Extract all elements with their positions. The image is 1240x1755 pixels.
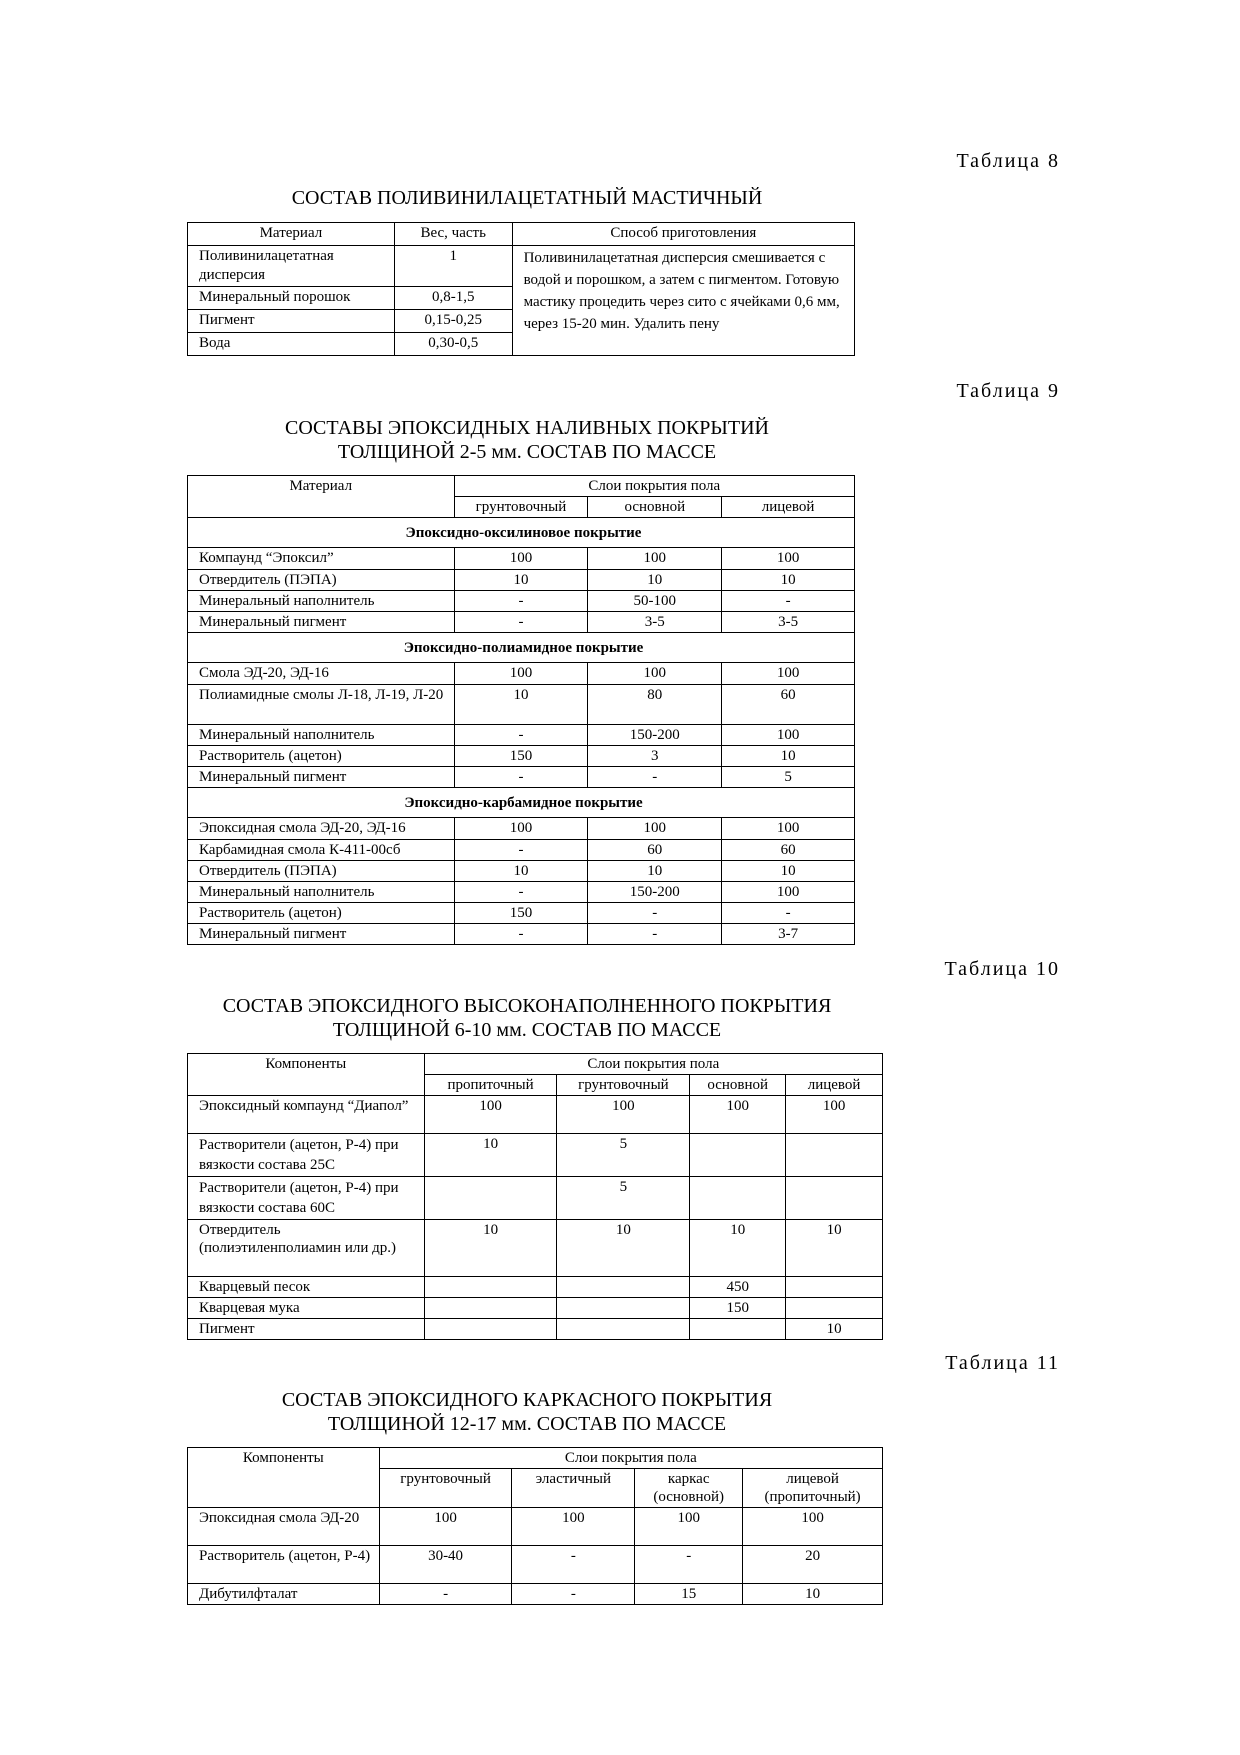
material-cell: Поливинилацетатная дисперсия xyxy=(188,246,395,287)
material-cell: Растворитель (ацетон) xyxy=(188,903,455,924)
material-cell: Вода xyxy=(188,333,395,356)
component-cell: Пигмент xyxy=(188,1319,425,1340)
value-cell: 100 xyxy=(722,725,855,746)
table-11 xyxy=(187,1447,883,1605)
component-cell: Растворители (ацетон, Р-4) при вязкости состава 60С xyxy=(188,1177,425,1220)
value-cell: - xyxy=(722,903,855,924)
table-row xyxy=(188,1220,883,1277)
table-9-title-line2: ТОЛЩИНОЙ 2-5 мм. СОСТАВ ПО МАССЕ xyxy=(337,441,717,463)
component-cell: Эпоксидный компаунд “Диапол” xyxy=(188,1096,425,1134)
material-cell: Минеральный пигмент xyxy=(188,767,455,788)
value-cell: 10 xyxy=(722,570,855,591)
header-components: Компоненты xyxy=(188,1448,380,1508)
value-cell: 450 xyxy=(690,1277,786,1298)
value-cell: 150 xyxy=(454,746,588,767)
value-cell: 80 xyxy=(588,685,722,725)
table-row xyxy=(188,746,855,767)
value-cell: 60 xyxy=(722,685,855,725)
material-cell: Отвердитель (ПЭПА) xyxy=(188,861,455,882)
header-material: Материал xyxy=(188,223,395,246)
section-row xyxy=(188,518,855,548)
header-layers: Слои покрытия пола xyxy=(379,1448,882,1469)
value-cell xyxy=(690,1319,786,1340)
header-col: лицевой (пропиточный) xyxy=(743,1469,883,1508)
table-row xyxy=(188,1546,883,1584)
value-cell xyxy=(424,1277,557,1298)
value-cell: 100 xyxy=(588,663,722,685)
value-cell: 100 xyxy=(424,1096,557,1134)
value-cell: 10 xyxy=(690,1220,786,1277)
weight-cell: 0,30-0,5 xyxy=(394,333,512,356)
table-8-label: Таблица 8 xyxy=(956,150,1060,172)
section-title: Эпоксидно-карбамидное покрытие xyxy=(188,788,855,818)
table-9 xyxy=(187,475,855,945)
value-cell xyxy=(424,1298,557,1319)
value-cell: 10 xyxy=(786,1220,883,1277)
value-cell: - xyxy=(512,1546,635,1584)
value-cell: 100 xyxy=(588,818,722,840)
value-cell: 10 xyxy=(424,1134,557,1177)
material-cell: Смола ЭД-20, ЭД-16 xyxy=(188,663,455,685)
section-title: Эпоксидно-полиамидное покрытие xyxy=(188,633,855,663)
value-cell: 10 xyxy=(454,685,588,725)
value-cell: - xyxy=(588,903,722,924)
value-cell xyxy=(424,1177,557,1220)
value-cell: - xyxy=(454,882,588,903)
weight-cell: 0,8-1,5 xyxy=(394,287,512,310)
table-row xyxy=(188,685,855,725)
table-10-title-line2: ТОЛЩИНОЙ 6-10 мм. СОСТАВ ПО МАССЕ xyxy=(332,1019,722,1041)
value-cell: 10 xyxy=(722,861,855,882)
value-cell: 10 xyxy=(588,570,722,591)
table-11-title-line1: СОСТАВ ЭПОКСИДНОГО КАРКАСНОГО ПОКРЫТИЯ xyxy=(281,1389,773,1411)
value-cell: 10 xyxy=(454,570,588,591)
value-cell: 5 xyxy=(557,1134,690,1177)
table-row xyxy=(188,725,855,746)
value-cell: 10 xyxy=(454,861,588,882)
table-row xyxy=(188,1298,883,1319)
value-cell xyxy=(786,1177,883,1220)
header-col: эластичный xyxy=(512,1469,635,1508)
value-cell: 100 xyxy=(588,548,722,570)
value-cell: 100 xyxy=(454,548,588,570)
component-cell: Кварцевый песок xyxy=(188,1277,425,1298)
table-row xyxy=(188,882,855,903)
value-cell xyxy=(786,1134,883,1177)
header-col-base: основной xyxy=(588,497,722,518)
value-cell: - xyxy=(454,767,588,788)
value-cell xyxy=(786,1298,883,1319)
value-cell: 10 xyxy=(424,1220,557,1277)
material-cell: Минеральный наполнитель xyxy=(188,882,455,903)
value-cell: - xyxy=(454,591,588,612)
value-cell: 50-100 xyxy=(588,591,722,612)
table-10-title xyxy=(187,994,867,1042)
header-col: каркас (основной) xyxy=(635,1469,743,1508)
table-row xyxy=(188,591,855,612)
table-9-label: Таблица 9 xyxy=(956,380,1060,402)
material-cell: Полиамидные смолы Л-18, Л-19, Л-20 xyxy=(188,685,455,725)
value-cell: 100 xyxy=(557,1096,690,1134)
header-layers: Слои покрытия пола xyxy=(454,476,854,497)
component-cell: Кварцевая мука xyxy=(188,1298,425,1319)
value-cell: - xyxy=(722,591,855,612)
material-cell: Растворитель (ацетон) xyxy=(188,746,455,767)
value-cell: - xyxy=(635,1546,743,1584)
value-cell xyxy=(786,1277,883,1298)
value-cell: - xyxy=(454,840,588,861)
value-cell: 100 xyxy=(379,1508,512,1546)
value-cell: 150 xyxy=(454,903,588,924)
value-cell: 3-5 xyxy=(588,612,722,633)
table-row xyxy=(188,246,855,287)
section-row xyxy=(188,788,855,818)
header-layers: Слои покрытия пола xyxy=(424,1054,882,1075)
header-material: Материал xyxy=(188,476,455,518)
value-cell: 100 xyxy=(722,882,855,903)
value-cell xyxy=(557,1298,690,1319)
header-col: грунтовочный xyxy=(557,1075,690,1096)
header-col: грунтовочный xyxy=(379,1469,512,1508)
value-cell: 100 xyxy=(722,548,855,570)
value-cell: - xyxy=(379,1584,512,1605)
table-8-title: СОСТАВ ПОЛИВИНИЛАЦЕТАТНЫЙ МАСТИЧНЫЙ xyxy=(291,187,763,209)
table-row xyxy=(188,1177,883,1220)
weight-cell: 0,15-0,25 xyxy=(394,310,512,333)
header-method: Способ приготовления xyxy=(512,223,854,246)
component-cell: Растворители (ацетон, Р-4) при вязкости состава 25С xyxy=(188,1134,425,1177)
header-col-face: лицевой xyxy=(722,497,855,518)
value-cell: 60 xyxy=(588,840,722,861)
value-cell xyxy=(424,1319,557,1340)
table-10 xyxy=(187,1053,883,1340)
table-11-title xyxy=(187,1388,867,1436)
material-cell: Эпоксидная смола ЭД-20, ЭД-16 xyxy=(188,818,455,840)
table-row xyxy=(188,1134,883,1177)
value-cell: 100 xyxy=(512,1508,635,1546)
table-11-title-line2: ТОЛЩИНОЙ 12-17 мм. СОСТАВ ПО МАССЕ xyxy=(327,1413,727,1435)
header-col-primer: грунтовочный xyxy=(454,497,588,518)
value-cell: 15 xyxy=(635,1584,743,1605)
header-components: Компоненты xyxy=(188,1054,425,1096)
component-cell: Дибутилфталат xyxy=(188,1584,380,1605)
section-title: Эпоксидно-оксилиновое покрытие xyxy=(188,518,855,548)
value-cell: 10 xyxy=(557,1220,690,1277)
header-col: пропиточный xyxy=(424,1075,557,1096)
value-cell: 5 xyxy=(722,767,855,788)
table-row xyxy=(188,1319,883,1340)
table-10-label: Таблица 10 xyxy=(944,958,1060,980)
table-row xyxy=(188,1508,883,1546)
value-cell: - xyxy=(588,767,722,788)
value-cell: 3-5 xyxy=(722,612,855,633)
material-cell: Минеральный пигмент xyxy=(188,924,455,945)
table-10-title-line1: СОСТАВ ЭПОКСИДНОГО ВЫСОКОНАПОЛНЕННОГО ПОКРЫТИЯ xyxy=(222,995,832,1017)
value-cell xyxy=(690,1177,786,1220)
value-cell xyxy=(557,1319,690,1340)
material-cell: Пигмент xyxy=(188,310,395,333)
material-cell: Минеральный наполнитель xyxy=(188,725,455,746)
value-cell: 150 xyxy=(690,1298,786,1319)
value-cell: 150-200 xyxy=(588,882,722,903)
table-row xyxy=(188,767,855,788)
table-row xyxy=(188,861,855,882)
value-cell: 20 xyxy=(743,1546,883,1584)
table-11-label: Таблица 11 xyxy=(945,1352,1060,1374)
value-cell xyxy=(557,1277,690,1298)
value-cell: - xyxy=(588,924,722,945)
table-row xyxy=(188,903,855,924)
table-row xyxy=(188,840,855,861)
component-cell: Растворитель (ацетон, Р-4) xyxy=(188,1546,380,1584)
value-cell: - xyxy=(512,1584,635,1605)
table-row xyxy=(188,818,855,840)
value-cell: - xyxy=(454,612,588,633)
value-cell: 100 xyxy=(635,1508,743,1546)
material-cell: Отвердитель (ПЭПА) xyxy=(188,570,455,591)
value-cell xyxy=(690,1134,786,1177)
value-cell: 100 xyxy=(743,1508,883,1546)
value-cell: 3-7 xyxy=(722,924,855,945)
table-row xyxy=(188,663,855,685)
material-cell: Минеральный порошок xyxy=(188,287,395,310)
value-cell: 10 xyxy=(743,1584,883,1605)
weight-cell: 1 xyxy=(394,246,512,287)
value-cell: - xyxy=(454,725,588,746)
table-row xyxy=(188,1096,883,1134)
table-row xyxy=(188,1277,883,1298)
value-cell: 150-200 xyxy=(588,725,722,746)
value-cell: - xyxy=(454,924,588,945)
value-cell: 100 xyxy=(454,663,588,685)
method-cell: Поливинилацетатная дисперсия смешивается с водой и порошком, а затем с пигментом. Готовую мастику процедить через сито с ячейками 0,6 мм, через 15-20 мин. Удалить пену xyxy=(512,246,854,356)
value-cell: 100 xyxy=(722,663,855,685)
table-row xyxy=(188,548,855,570)
material-cell: Минеральный пигмент xyxy=(188,612,455,633)
value-cell: 60 xyxy=(722,840,855,861)
header-col: лицевой xyxy=(786,1075,883,1096)
header-weight: Вес, часть xyxy=(394,223,512,246)
value-cell: 10 xyxy=(722,746,855,767)
value-cell: 10 xyxy=(588,861,722,882)
material-cell: Карбамидная смола К-411-00сб xyxy=(188,840,455,861)
value-cell: 30-40 xyxy=(379,1546,512,1584)
table-row xyxy=(188,612,855,633)
table-row xyxy=(188,924,855,945)
value-cell: 100 xyxy=(454,818,588,840)
section-row xyxy=(188,633,855,663)
table-8 xyxy=(187,222,855,356)
value-cell: 10 xyxy=(786,1319,883,1340)
table-row xyxy=(188,570,855,591)
material-cell: Минеральный наполнитель xyxy=(188,591,455,612)
component-cell: Эпоксидная смола ЭД-20 xyxy=(188,1508,380,1546)
value-cell: 5 xyxy=(557,1177,690,1220)
value-cell: 100 xyxy=(722,818,855,840)
value-cell: 100 xyxy=(690,1096,786,1134)
table-row xyxy=(188,1584,883,1605)
table-9-title-line1: СОСТАВЫ ЭПОКСИДНЫХ НАЛИВНЫХ ПОКРЫТИЙ xyxy=(285,417,769,439)
table-9-title xyxy=(187,416,867,464)
component-cell: Отвердитель (полиэтиленполиамин или др.) xyxy=(188,1220,425,1277)
material-cell: Компаунд “Эпоксил” xyxy=(188,548,455,570)
value-cell: 100 xyxy=(786,1096,883,1134)
header-col: основной xyxy=(690,1075,786,1096)
value-cell: 3 xyxy=(588,746,722,767)
